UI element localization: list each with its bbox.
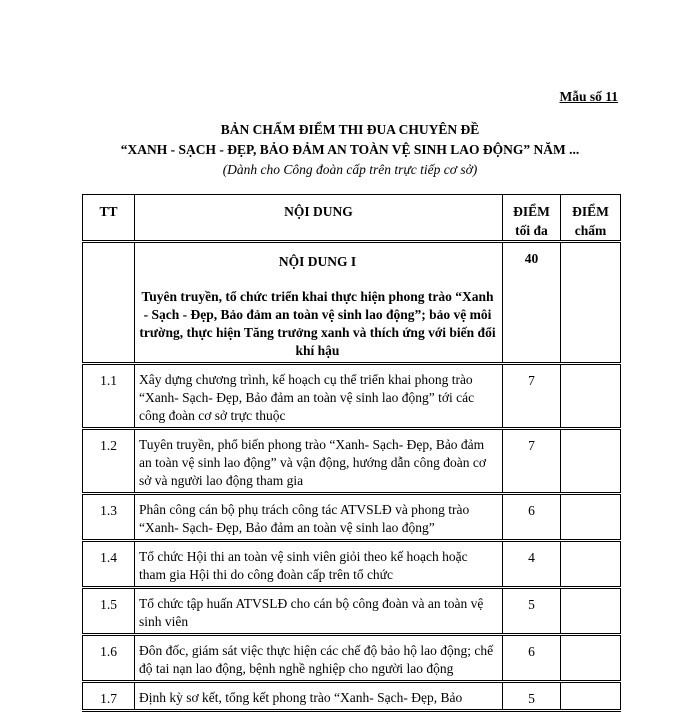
row-max-points: 6 [503, 494, 561, 541]
header-max-line1: ĐIỂM [513, 204, 550, 219]
header-tt: TT [83, 195, 135, 242]
table-header-row [83, 195, 621, 242]
row-content: Tổ chức Hội thi an toàn vệ sinh viên giỏi theo kế hoạch hoặc tham gia Hội thi do công đoàn cấp trên tổ chức [135, 541, 503, 588]
row-content: Định kỳ sơ kết, tổng kết phong trào “Xanh- Sạch- Đẹp, Bảo [135, 682, 503, 711]
row-tt: 1.4 [83, 541, 135, 588]
header-score-line1: ĐIỂM [572, 204, 609, 219]
row-tt: 1.5 [83, 588, 135, 635]
row-tt: 1.2 [83, 429, 135, 494]
section-max-points: 40 [503, 242, 561, 364]
section-tt [83, 242, 135, 364]
row-tt: 1.3 [83, 494, 135, 541]
table-row [83, 588, 621, 635]
header-content: NỘI DUNG [135, 195, 503, 242]
document-title-line2: “XANH - SẠCH - ĐẸP, BẢO ĐẢM AN TOÀN VỆ SINH LAO ĐỘNG” NĂM ... [120, 142, 580, 157]
row-score-cell[interactable] [561, 682, 621, 711]
row-tt: 1.6 [83, 635, 135, 682]
header-max-line2: tối đa [515, 223, 548, 238]
header-score-line2: chấm [574, 223, 607, 238]
score-table [82, 194, 621, 712]
row-score-cell[interactable] [561, 494, 621, 541]
row-content: Tổ chức tập huấn ATVSLĐ cho cán bộ công đoàn và an toàn vệ sinh viên [135, 588, 503, 635]
table-row [83, 682, 621, 711]
row-max-points: 5 [503, 588, 561, 635]
section-heading: NỘI DUNG I [278, 254, 357, 269]
header-score [561, 195, 621, 242]
table-row [83, 541, 621, 588]
row-score-cell[interactable] [561, 364, 621, 429]
row-max-points: 4 [503, 541, 561, 588]
section-row [83, 242, 621, 364]
row-content: Xây dựng chương trình, kế hoạch cụ thể triển khai phong trào “Xanh- Sạch- Đẹp, Bảo đảm an toàn vệ sinh lao động” tới các công đoàn cơ sở trực thuộc [135, 364, 503, 429]
row-score-cell[interactable] [561, 429, 621, 494]
row-tt: 1.7 [83, 682, 135, 711]
row-score-cell[interactable] [561, 588, 621, 635]
form-number: Mẫu số 11 [559, 89, 618, 104]
section-content [135, 242, 503, 364]
row-content: Đôn đốc, giám sát việc thực hiện các chế độ bảo hộ lao động; chế độ tai nạn lao động, bệnh nghề nghiệp cho người lao động [135, 635, 503, 682]
row-content: Phân công cán bộ phụ trách công tác ATVSLĐ và phong trào “Xanh- Sạch- Đẹp, Bảo đảm an toàn vệ sinh lao động” [135, 494, 503, 541]
row-score-cell[interactable] [561, 541, 621, 588]
document-subtitle: (Dành cho Công đoàn cấp trên trực tiếp cơ sở) [222, 162, 478, 177]
table-row [83, 364, 621, 429]
section-description: Tuyên truyền, tổ chức triển khai thực hiện phong trào “Xanh - Sạch - Đẹp, Bảo đảm an toàn vệ sinh lao động”; bảo vệ môi trường, thực hiện Tăng trưởng xanh và thích ứng với biến đổi khí hậu [139, 289, 496, 358]
table-row [83, 635, 621, 682]
row-score-cell[interactable] [561, 635, 621, 682]
row-content: Tuyên truyền, phổ biến phong trào “Xanh- Sạch- Đẹp, Bảo đảm an toàn vệ sinh lao động” và vận động, hướng dẫn công đoàn cơ sở và người lao động tham gia [135, 429, 503, 494]
row-tt: 1.1 [83, 364, 135, 429]
row-max-points: 5 [503, 682, 561, 711]
table-row [83, 429, 621, 494]
row-max-points: 6 [503, 635, 561, 682]
table-row [83, 494, 621, 541]
section-score-cell[interactable] [561, 242, 621, 364]
row-max-points: 7 [503, 364, 561, 429]
header-max-points [503, 195, 561, 242]
document-title: BẢN CHẤM ĐIỂM THI ĐUA CHUYÊN ĐỀ [220, 122, 480, 137]
row-max-points: 7 [503, 429, 561, 494]
